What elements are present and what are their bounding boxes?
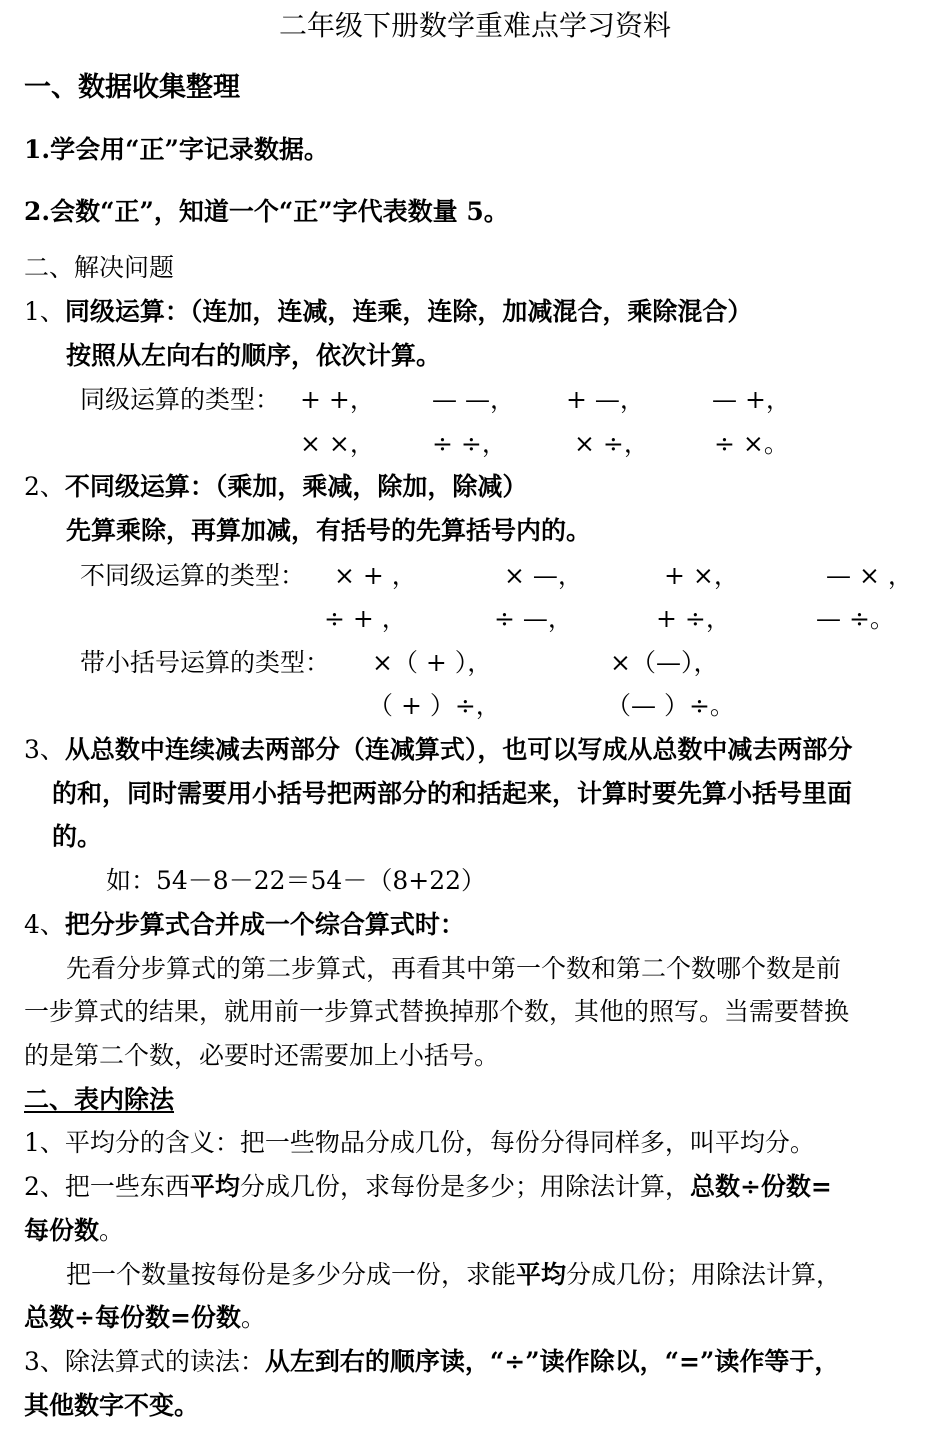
formula: 总数÷份数= [689, 1172, 832, 1201]
emphasis: 平均 [189, 1172, 240, 1201]
type-item: ÷ —， [494, 604, 573, 633]
type-item: + —， [566, 385, 645, 414]
text: 分成几份，求每份是多少；用除法计算， [239, 1172, 690, 1201]
emphasis: 从左到右的顺序读，“÷”读作除以，“=”读作等于， [264, 1347, 840, 1376]
s3-point-3-cont: 其他数字不变。 [24, 1391, 200, 1420]
s2-item-1-rule: 按照从左向右的顺序，依次计算。 [66, 341, 442, 370]
text: 分成几份；用除法计算， [566, 1260, 842, 1289]
type-item: × ÷， [574, 429, 649, 458]
item-number: 4、 [24, 910, 65, 939]
text: 。 [99, 1216, 125, 1245]
type-item: + ÷， [656, 604, 731, 633]
type-item: ×（—）， [610, 648, 719, 677]
type-item: （— ）÷。 [606, 691, 735, 720]
section-2-heading: 二、解决问题 [24, 253, 175, 282]
s2-item-3-line-3: 的。 [52, 822, 103, 851]
s2-item-4-para-1: 先看分步算式的第二步算式，再看其中第一个数和第二个数哪个数是前 [66, 954, 842, 983]
type-item: ÷ + ， [324, 604, 407, 633]
text: 3、除法算式的读法： [24, 1347, 265, 1376]
type-item: + ×， [664, 561, 739, 590]
section-3-heading: 二、表内除法 [24, 1085, 175, 1114]
s2-item-3 [24, 737, 950, 762]
types-label: 同级运算的类型： [80, 385, 281, 414]
type-item: （ + ）÷， [368, 691, 501, 720]
type-item: × —， [504, 561, 583, 590]
text: 。 [240, 1303, 266, 1332]
s2-item-2-rule: 先算乘除，再算加减，有括号的先算括号内的。 [66, 516, 592, 545]
item-number: 2、 [24, 472, 65, 501]
s3-point-2-cont [24, 1218, 950, 1243]
type-item: + +， [300, 385, 375, 414]
s2-item-4-para-3: 的是第二个数，必要时还需要加上小括号。 [24, 1041, 500, 1070]
section-1-heading: 一、数据收集整理 [24, 72, 240, 103]
s2-item-3-example: 如：54－8－22＝54－（8+22） [106, 866, 487, 895]
formula: 每份数 [24, 1216, 100, 1245]
s3-point-2 [24, 1174, 950, 1199]
type-item: — ÷。 [816, 604, 895, 633]
text: 把一个数量按每份是多少分成一份，求能 [66, 1260, 517, 1289]
type-item: ×（ + ）， [372, 648, 493, 677]
brackets-label: 带小括号运算的类型： [80, 648, 331, 677]
s3-point-2-formula [24, 1305, 950, 1330]
text: 2、把一些东西 [24, 1172, 190, 1201]
type-item: ÷ ×。 [714, 429, 789, 458]
type-item: — +， [712, 385, 791, 414]
item-text: 不同级运算：（乘加，乘减，除加，除减） [64, 472, 528, 501]
item-text: 同级运算：（连加，连减，连乘，连除，加减混合，乘除混合） [64, 297, 753, 326]
type-item: — × ， [826, 561, 913, 590]
s1-point-1: 1.学会用“正”字记录数据。 [24, 135, 329, 164]
s2-item-1 [24, 299, 950, 324]
s3-point-2-para [66, 1262, 950, 1287]
s2-item-2 [24, 474, 950, 499]
s2-item-3-line-2: 的和，同时需要用小括号把两部分的和括起来，计算时要先算小括号里面 [52, 779, 853, 808]
item-number: 1、 [24, 297, 65, 326]
s3-point-1: 1、平均分的含义：把一些物品分成几份，每份分得同样多，叫平均分。 [24, 1128, 815, 1157]
s3-point-3 [24, 1349, 950, 1374]
item-text: 从总数中连续减去两部分（连减算式），也可以写成从总数中减去两部分 [64, 735, 853, 764]
emphasis: 平均 [516, 1260, 567, 1289]
page-title: 二年级下册数学重难点学习资料 [278, 9, 671, 42]
type-item: ÷ ÷， [432, 429, 507, 458]
formula: 总数÷每份数=份数 [24, 1303, 241, 1332]
type-item: × ×， [300, 429, 375, 458]
item-number: 3、 [24, 735, 65, 764]
s2-item-4 [24, 912, 950, 937]
s2-item-4-para-2: 一步算式的结果，就用前一步算式替换掉那个数，其他的照写。当需要替换 [24, 997, 850, 1026]
type-item: × + ， [334, 561, 417, 590]
types-label: 不同级运算的类型： [80, 561, 306, 590]
type-item: — —， [432, 385, 515, 414]
item-text: 把分步算式合并成一个综合算式时： [64, 910, 465, 939]
s1-point-2: 2.会数“正”，知道一个“正”字代表数量 5。 [24, 197, 509, 226]
